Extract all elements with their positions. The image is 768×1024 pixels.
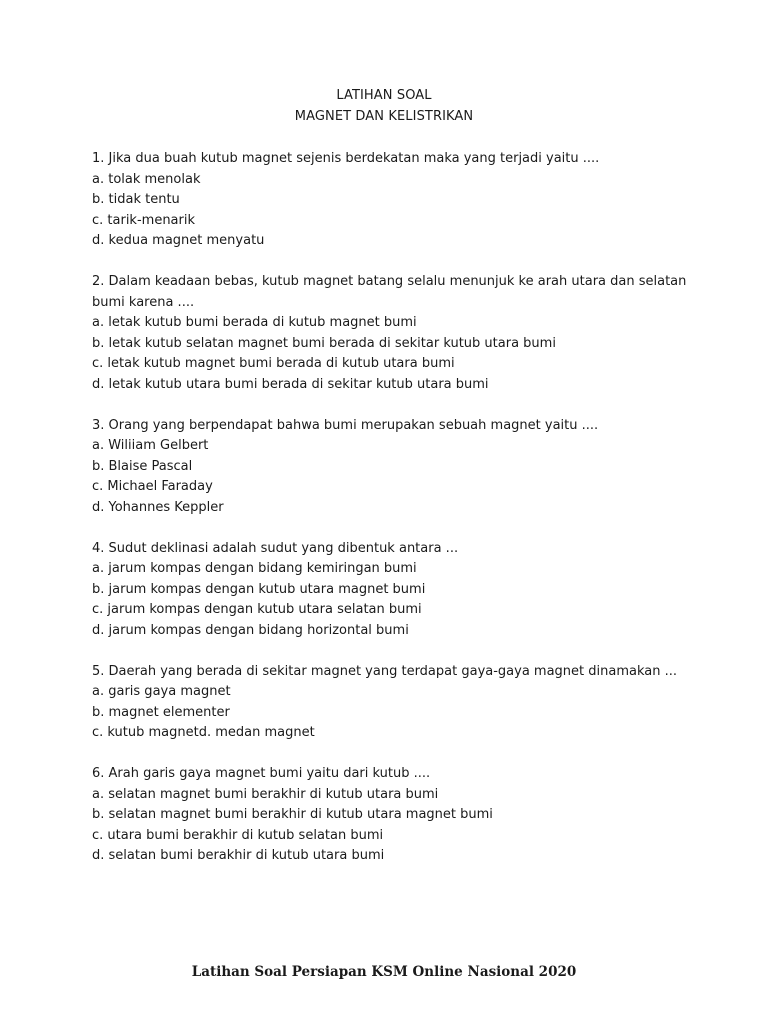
answer-option: a. jarum kompas dengan bidang kemiringan bumi	[92, 561, 417, 576]
question-list	[92, 149, 692, 887]
answer-option: b. Blaise Pascal	[92, 458, 193, 474]
question-text: 4. Sudut deklinasi adalah sudut yang dibentuk antara ...	[92, 540, 459, 556]
question-4	[92, 539, 692, 642]
answer-option: b. tidak tentu	[92, 192, 180, 207]
answer-option: b. selatan magnet bumi berakhir di kutub utara magnet bumi	[92, 807, 493, 822]
answer-option: d. Yohannes Keppler	[92, 499, 224, 515]
page-footer: Latihan Soal Persiapan KSM Online Nasional 2020	[191, 964, 577, 980]
answer-option: d. kedua magnet menyatu	[92, 233, 265, 248]
answer-option: c. Michael Faraday	[92, 479, 213, 494]
question-6	[92, 764, 692, 867]
answer-option: c. kutub magnetd. medan magnet	[92, 725, 315, 740]
answer-option: b. jarum kompas dengan kutub utara magnet bumi	[92, 581, 426, 597]
answer-option: d. selatan bumi berakhir di kutub utara bumi	[92, 848, 385, 863]
question-text: 2. Dalam keadaan bebas, kutub magnet batang selalu menunjuk ke arah utara dan selatan	[92, 274, 687, 289]
answer-option: d. jarum kompas dengan bidang horizontal bumi	[92, 622, 409, 638]
question-5	[92, 662, 692, 744]
question-text: 1. Jika dua buah kutub magnet sejenis berdekatan maka yang terjadi yaitu ....	[92, 151, 600, 166]
document-subtitle: MAGNET DAN KELISTRIKAN	[294, 109, 474, 124]
answer-option: a. tolak menolak	[92, 171, 201, 187]
answer-option: c. jarum kompas dengan kutub utara selatan bumi	[92, 602, 422, 617]
answer-option: c. utara bumi berakhir di kutub selatan bumi	[92, 827, 384, 843]
answer-option: b. magnet elementer	[92, 704, 230, 720]
answer-option: a. Wiliiam Gelbert	[92, 438, 209, 453]
answer-option: c. letak kutub magnet bumi berada di kutub utara bumi	[92, 356, 455, 371]
question-3	[92, 416, 692, 519]
answer-option: a. selatan magnet bumi berakhir di kutub utara bumi	[92, 786, 439, 802]
question-text: 6. Arah garis gaya magnet bumi yaitu dari kutub ....	[92, 766, 431, 781]
question-2	[92, 272, 692, 395]
question-text: 3. Orang yang berpendapat bahwa bumi merupakan sebuah magnet yaitu ....	[92, 417, 599, 433]
answer-option: c. tarik-menarik	[92, 212, 196, 228]
document-title: LATIHAN SOAL	[336, 88, 432, 103]
answer-option: a. letak kutub bumi berada di kutub magnet bumi	[92, 315, 417, 330]
answer-option: d. letak kutub utara bumi berada di sekitar kutub utara bumi	[92, 376, 489, 392]
question-text: bumi karena ....	[92, 294, 195, 310]
question-1	[92, 149, 692, 252]
answer-option: b. letak kutub selatan magnet bumi berada di sekitar kutub utara bumi	[92, 335, 556, 351]
question-text: 5. Daerah yang berada di sekitar magnet yang terdapat gaya-gaya magnet dinamakan ...	[92, 663, 678, 679]
answer-option: a. garis gaya magnet	[92, 684, 231, 699]
